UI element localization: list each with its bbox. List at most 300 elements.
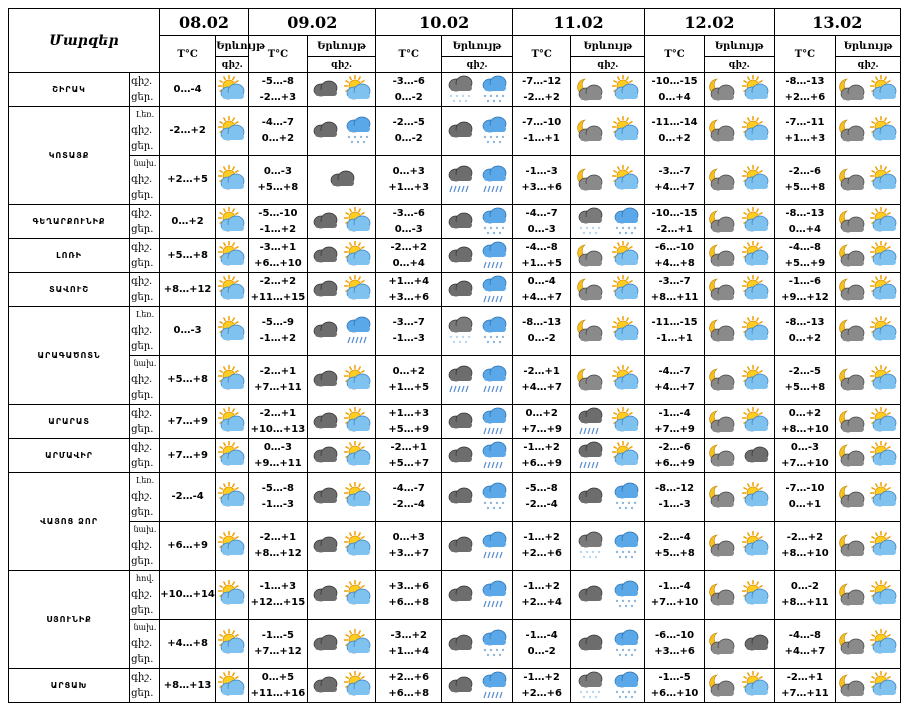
- sun-cloud-icon: [741, 242, 771, 270]
- moon-cloud-icon: [707, 366, 737, 394]
- night-temperature: -1…-4: [658, 407, 691, 419]
- day-temperature: +3…+6: [521, 182, 562, 193]
- day-temperature: -1…+2: [259, 333, 297, 344]
- sun-cloud-icon: [869, 117, 899, 145]
- snow-blue-cloud-icon: [611, 483, 641, 511]
- sun-cloud-icon: [217, 442, 247, 470]
- day-temperature: +5…+7: [388, 457, 430, 469]
- night-label: գիշ.: [131, 374, 153, 385]
- day-temperature: +5…+8: [784, 182, 826, 193]
- moon-cloud-icon: [707, 317, 737, 345]
- sun-cloud-icon: [343, 630, 373, 658]
- weather-icons-cell: [704, 107, 774, 156]
- day-temperature: +3…+7: [388, 548, 430, 559]
- night-day-header: գիշ.: [704, 57, 774, 73]
- region-row: [9, 107, 901, 156]
- region-name: ԱՐՄԱՎԻՐ: [9, 439, 130, 473]
- sun-cloud-icon: [741, 166, 771, 194]
- day-temperature: -1…+1: [523, 133, 560, 144]
- snow-blue-cloud-icon: [479, 317, 509, 345]
- day-temperature: +12…+15: [250, 597, 306, 608]
- night-label: գիշ.: [131, 441, 153, 453]
- temperature-cell: [376, 205, 442, 239]
- day-temperature: +4…+7: [521, 291, 562, 303]
- night-temperature: 0…+5: [261, 671, 295, 683]
- sun-cloud-icon: [217, 76, 247, 104]
- sub-region-label: նախ.: [133, 525, 157, 534]
- temperature-cell: [249, 73, 308, 107]
- sun-cloud-icon: [217, 408, 247, 436]
- weather-icons-cell: [307, 473, 376, 522]
- sun-cloud-icon: [611, 366, 641, 394]
- sun-cloud-icon: [217, 630, 247, 658]
- temperature-cell: [249, 273, 308, 307]
- day-temperature: +6…+8: [388, 687, 430, 699]
- temp-header: T°C: [774, 36, 836, 73]
- temperature-cell: [376, 473, 442, 522]
- temperature-cell: [645, 239, 705, 273]
- region-row: [9, 669, 901, 703]
- dark-cloud-icon: [310, 408, 340, 436]
- day-temperature: +8…+12: [254, 548, 302, 559]
- moon-cloud-icon: [707, 276, 737, 304]
- day-temperature: +7…+9: [167, 415, 208, 427]
- temperature-cell: [159, 307, 215, 356]
- temperature-cell: [159, 473, 215, 522]
- weather-icons-cell: [704, 307, 774, 356]
- sun-cloud-icon: [611, 76, 641, 104]
- temperature-cell: [512, 307, 571, 356]
- sun-cloud-icon: [217, 483, 247, 511]
- moon-cloud-icon: [707, 581, 737, 609]
- moon-cloud-icon: [837, 672, 867, 700]
- night-temperature: -3…-6: [392, 75, 425, 87]
- night-temperature: 0…+3: [392, 166, 425, 177]
- weather-icons-cell: [704, 239, 774, 273]
- sub-region-and-period: [130, 73, 160, 107]
- weather-icons-cell: [307, 405, 376, 439]
- temperature-cell: [645, 439, 705, 473]
- dark-cloud-icon: [575, 630, 605, 658]
- region-row: [9, 239, 901, 273]
- region-row: [9, 571, 901, 620]
- day-temperature: 0…-2: [394, 133, 423, 144]
- night-temperature: -10…-15: [651, 207, 698, 219]
- weather-icons-cell: [836, 571, 901, 620]
- temperature-cell: [249, 356, 308, 405]
- dark-cloud-icon: [445, 117, 475, 145]
- weather-icons-cell: [571, 571, 645, 620]
- sub-region-and-period: [130, 439, 160, 473]
- night-temperature: -4…-8: [788, 630, 822, 641]
- day-temperature: -1…-3: [261, 499, 294, 510]
- night-temperature: -2…-4: [658, 532, 691, 543]
- sun-cloud-icon: [217, 581, 247, 609]
- weather-icons-cell: [836, 522, 901, 571]
- region-name: ՏԱՎՈՒՇ: [9, 273, 130, 307]
- temperature-cell: [249, 307, 308, 356]
- weather-forecast-table: [8, 8, 901, 703]
- temperature-cell: [376, 439, 442, 473]
- night-temperature: -1…-3: [525, 166, 558, 177]
- temperature-cell: [774, 620, 836, 669]
- dark-cloud-icon: [445, 276, 475, 304]
- night-label: գիշ.: [131, 671, 153, 683]
- temperature-cell: [159, 205, 215, 239]
- day-temperature: +6…+9: [167, 540, 208, 551]
- sun-cloud-icon: [869, 630, 899, 658]
- night-temperature: -5…-10: [258, 207, 298, 219]
- snow-blue-cloud-icon: [479, 76, 509, 104]
- sub-region-label: Լեռ.: [135, 110, 155, 119]
- temperature-cell: [645, 405, 705, 439]
- sun-cloud-icon: [741, 76, 771, 104]
- day-label: ցեր.: [131, 687, 154, 699]
- sun-cloud-icon: [343, 208, 373, 236]
- day-temperature: +7…+9: [521, 423, 562, 435]
- sun-cloud-icon: [869, 672, 899, 700]
- day-temperature: +8…+12: [163, 283, 212, 295]
- weather-icons-cell: [836, 73, 901, 107]
- day-temperature: 0…+4: [658, 91, 691, 103]
- night-temperature: -1…-5: [658, 671, 691, 683]
- weather-icons-cell: [307, 107, 376, 156]
- night-temperature: -5…-8: [261, 483, 294, 494]
- sun-cloud-icon: [217, 117, 247, 145]
- day-temperature: 0…-2: [394, 91, 423, 103]
- weather-icons-cell: [704, 522, 774, 571]
- snow-blue-cloud-icon: [611, 672, 641, 700]
- rain-blue-cloud-icon: [343, 317, 373, 345]
- night-label: գիշ.: [131, 75, 153, 87]
- weather-icons-cell: [307, 669, 376, 703]
- day-temperature: +1…+3: [784, 133, 826, 144]
- night-label: գիշ.: [131, 491, 153, 502]
- day-temperature: 0…+2: [261, 133, 295, 144]
- temperature-cell: [645, 307, 705, 356]
- sun-cloud-icon: [217, 166, 247, 194]
- temp-header: T°C: [159, 36, 215, 73]
- night-temperature: -1…-4: [525, 630, 558, 641]
- region-name: ԿՈՏԱՅՔ: [9, 107, 130, 205]
- dark-cloud-icon: [741, 442, 771, 470]
- weather-icons-cell: [836, 356, 901, 405]
- sub-region-label: նախ.: [133, 159, 157, 168]
- temperature-cell: [376, 307, 442, 356]
- weather-icons-cell: [442, 669, 513, 703]
- day-temperature: +7…+9: [654, 423, 695, 435]
- day-temperature: +2…+5: [167, 174, 208, 185]
- temperature-cell: [159, 73, 215, 107]
- temperature-cell: [249, 620, 308, 669]
- night-temperature: -1…+3: [259, 581, 297, 592]
- dark-cloud-icon: [310, 532, 340, 560]
- moon-cloud-icon: [575, 317, 605, 345]
- night-day-header: գիշ.: [836, 57, 901, 73]
- sun-cloud-icon: [217, 276, 247, 304]
- weather-icons-cell: [836, 156, 901, 205]
- temperature-cell: [774, 571, 836, 620]
- day-temperature: -2…+2: [169, 125, 206, 136]
- temperature-cell: [512, 473, 571, 522]
- day-temperature: -2…-4: [171, 491, 204, 502]
- dark-cloud-icon: [445, 672, 475, 700]
- day-temperature: -2…+3: [259, 91, 297, 103]
- sub-region-and-period: [130, 205, 160, 239]
- sun-cloud-icon: [611, 166, 641, 194]
- weather-icons-cell: [442, 239, 513, 273]
- moon-cloud-icon: [837, 317, 867, 345]
- snow-blue-cloud-icon: [343, 117, 373, 145]
- day-temperature: +8…+10: [781, 548, 829, 559]
- sun-cloud-icon: [741, 408, 771, 436]
- sun-cloud-icon: [869, 242, 899, 270]
- weather-icons-cell: [442, 571, 513, 620]
- night-label: գիշ.: [131, 174, 153, 185]
- night-temperature: -1…+2: [523, 441, 560, 453]
- temperature-cell: [774, 473, 836, 522]
- sun-cloud-icon: [869, 76, 899, 104]
- night-temperature: -4…-7: [392, 483, 425, 494]
- snow-blue-cloud-icon: [611, 208, 641, 236]
- weather-icons-cell: [836, 669, 901, 703]
- temperature-cell: [159, 669, 215, 703]
- day-temperature: +2…+4: [521, 597, 562, 608]
- day-label: ցեր.: [131, 423, 154, 435]
- day-temperature: +1…+5: [388, 382, 430, 393]
- night-label: գիշ.: [131, 325, 153, 336]
- snow-blue-cloud-icon: [479, 483, 509, 511]
- night-temperature: -4…-8: [788, 241, 822, 253]
- dark-cloud-icon: [310, 117, 340, 145]
- day-temperature: +3…+6: [388, 291, 430, 303]
- moon-cloud-icon: [837, 408, 867, 436]
- rain-blue-cloud-icon: [479, 242, 509, 270]
- temperature-cell: [159, 107, 215, 156]
- weather-icons-cell: [442, 107, 513, 156]
- temperature-cell: [512, 239, 571, 273]
- moon-cloud-icon: [707, 630, 737, 658]
- night-temperature: -2…+1: [259, 366, 297, 377]
- sun-cloud-icon: [741, 483, 771, 511]
- moon-cloud-icon: [837, 76, 867, 104]
- temperature-cell: [512, 571, 571, 620]
- night-temperature: -10…-15: [651, 75, 698, 87]
- night-temperature: -4…-7: [261, 117, 294, 128]
- day-temperature: +10…+14: [160, 589, 215, 600]
- weather-icons-cell: [442, 73, 513, 107]
- moon-cloud-icon: [575, 276, 605, 304]
- moon-cloud-icon: [837, 532, 867, 560]
- temperature-cell: [774, 156, 836, 205]
- rain-blue-cloud-icon: [479, 408, 509, 436]
- temperature-cell: [249, 239, 308, 273]
- snow-cloud-icon: [575, 532, 605, 560]
- temperature-cell: [249, 439, 308, 473]
- moon-cloud-icon: [707, 117, 737, 145]
- day-temperature: +8…+11: [650, 291, 699, 303]
- day-label: ցեր.: [131, 91, 154, 103]
- weather-icons-cell: [836, 405, 901, 439]
- weather-icons-cell: [704, 205, 774, 239]
- night-label: գիշ.: [131, 275, 153, 287]
- snow-blue-cloud-icon: [479, 117, 509, 145]
- region-row: [9, 620, 901, 669]
- sun-cloud-icon: [343, 532, 373, 560]
- sun-cloud-icon: [343, 276, 373, 304]
- weather-icons-cell: [442, 307, 513, 356]
- sub-region-and-period: [130, 273, 160, 307]
- date-header: 10.02: [376, 9, 513, 36]
- weather-icons-cell: [442, 156, 513, 205]
- sun-cloud-icon: [869, 317, 899, 345]
- temperature-cell: [774, 522, 836, 571]
- day-temperature: +4…+8: [654, 257, 695, 269]
- temperature-cell: [645, 156, 705, 205]
- day-temperature: 0…+2: [171, 215, 204, 227]
- night-temperature: -2…-6: [788, 166, 822, 177]
- day-temperature: +7…+9: [167, 449, 208, 461]
- dark-cloud-icon: [310, 672, 340, 700]
- weather-icons-cell: [704, 273, 774, 307]
- temperature-cell: [159, 522, 215, 571]
- sun-cloud-icon: [869, 166, 899, 194]
- day-temperature: +2…+6: [784, 91, 826, 103]
- night-temperature: +3…+6: [388, 581, 430, 592]
- moon-cloud-icon: [837, 208, 867, 236]
- rain-blue-cloud-icon: [479, 276, 509, 304]
- weather-icons-cell: [571, 73, 645, 107]
- day-temperature: 0…-3: [394, 223, 423, 235]
- temperature-cell: [645, 356, 705, 405]
- temperature-cell: [249, 669, 308, 703]
- temperature-cell: [645, 273, 705, 307]
- night-temperature: -4…-8: [525, 241, 558, 253]
- weather-icons-cell: [836, 439, 901, 473]
- temperature-cell: [645, 522, 705, 571]
- night-temperature: -2…+1: [523, 366, 560, 377]
- weather-icons-cell: [307, 356, 376, 405]
- weather-icons-cell: [571, 156, 645, 205]
- temperature-cell: [512, 273, 571, 307]
- sun-cloud-icon: [217, 672, 247, 700]
- temperature-cell: [249, 156, 308, 205]
- sub-region-and-period: [130, 669, 160, 703]
- rain-blue-cloud-icon: [479, 442, 509, 470]
- temperature-cell: [774, 405, 836, 439]
- night-temperature: -3…+2: [390, 630, 427, 641]
- weather-icons-cell: [571, 405, 645, 439]
- dark-cloud-icon: [310, 483, 340, 511]
- region-row: [9, 522, 901, 571]
- sun-cloud-icon: [741, 532, 771, 560]
- moon-cloud-icon: [707, 672, 737, 700]
- weather-icons-cell: [836, 620, 901, 669]
- region-row: [9, 356, 901, 405]
- sun-cloud-icon: [611, 117, 641, 145]
- sun-cloud-icon: [343, 672, 373, 700]
- day-temperature: 0…-3: [527, 223, 556, 235]
- region-row: [9, 473, 901, 522]
- temperature-cell: [774, 439, 836, 473]
- day-temperature: -1…-3: [658, 499, 691, 510]
- moon-cloud-icon: [837, 242, 867, 270]
- day-temperature: +5…+8: [784, 382, 826, 393]
- weather-icons-cell: [571, 669, 645, 703]
- weather-icons-cell: [704, 439, 774, 473]
- weather-icons-cell: [442, 405, 513, 439]
- day-temperature: +7…+10: [781, 457, 829, 469]
- day-temperature: +4…+7: [654, 382, 695, 393]
- temperature-cell: [376, 620, 442, 669]
- moon-cloud-icon: [837, 276, 867, 304]
- night-temperature: -7…-10: [522, 117, 562, 128]
- temperature-cell: [376, 107, 442, 156]
- sun-cloud-icon: [869, 581, 899, 609]
- day-label: ցեր.: [131, 291, 154, 303]
- day-temperature: +7…+10: [650, 597, 699, 608]
- weather-icons-cell: [704, 571, 774, 620]
- weather-header: Երևույթ: [836, 36, 901, 57]
- day-temperature: 0…-4: [173, 83, 202, 95]
- night-temperature: -11…-15: [651, 317, 698, 328]
- weather-icons-cell: [442, 620, 513, 669]
- day-label: ցեր.: [131, 341, 154, 352]
- moon-cloud-icon: [707, 166, 737, 194]
- weather-icons-cell: [307, 439, 376, 473]
- region-row: [9, 439, 901, 473]
- sub-region-and-period: [130, 620, 160, 669]
- weather-icons-cell: [216, 439, 249, 473]
- moon-cloud-icon: [575, 166, 605, 194]
- day-temperature: -2…+1: [656, 223, 693, 235]
- dark-cloud-icon: [310, 442, 340, 470]
- weather-header: Երևույթ: [571, 36, 645, 57]
- day-temperature: +5…+8: [257, 182, 299, 193]
- temperature-cell: [774, 73, 836, 107]
- weather-icons-cell: [307, 571, 376, 620]
- day-temperature: +6…+10: [650, 687, 699, 699]
- night-temperature: 0…+2: [788, 407, 822, 419]
- sun-cloud-icon: [869, 442, 899, 470]
- day-temperature: 0…+4: [392, 257, 425, 269]
- weather-icons-cell: [571, 107, 645, 156]
- moon-cloud-icon: [707, 76, 737, 104]
- weather-icons-cell: [704, 405, 774, 439]
- weather-icons-cell: [216, 522, 249, 571]
- day-temperature: +8…+13: [163, 679, 212, 691]
- weather-icons-cell: [442, 205, 513, 239]
- snow-cloud-icon: [445, 76, 475, 104]
- day-temperature: -1…+1: [656, 333, 693, 344]
- day-temperature: 0…-2: [527, 646, 556, 657]
- region-name: ԱՐՑԱԽ: [9, 669, 130, 703]
- temperature-cell: [159, 356, 215, 405]
- night-temperature: -8…-12: [654, 483, 695, 494]
- temperature-cell: [249, 205, 308, 239]
- day-temperature: +5…+9: [388, 423, 430, 435]
- night-label: գիշ.: [131, 125, 153, 136]
- night-temperature: -2…-5: [788, 366, 822, 377]
- snow-cloud-icon: [445, 317, 475, 345]
- day-label: ցեր.: [131, 556, 154, 567]
- region-name: ԳԵՂԱՐՔՈՒՆԻՔ: [9, 205, 130, 239]
- weather-icons-cell: [216, 307, 249, 356]
- temperature-cell: [774, 107, 836, 156]
- weather-icons-cell: [216, 205, 249, 239]
- rain-cloud-icon: [445, 366, 475, 394]
- night-temperature: -7…-12: [522, 75, 562, 87]
